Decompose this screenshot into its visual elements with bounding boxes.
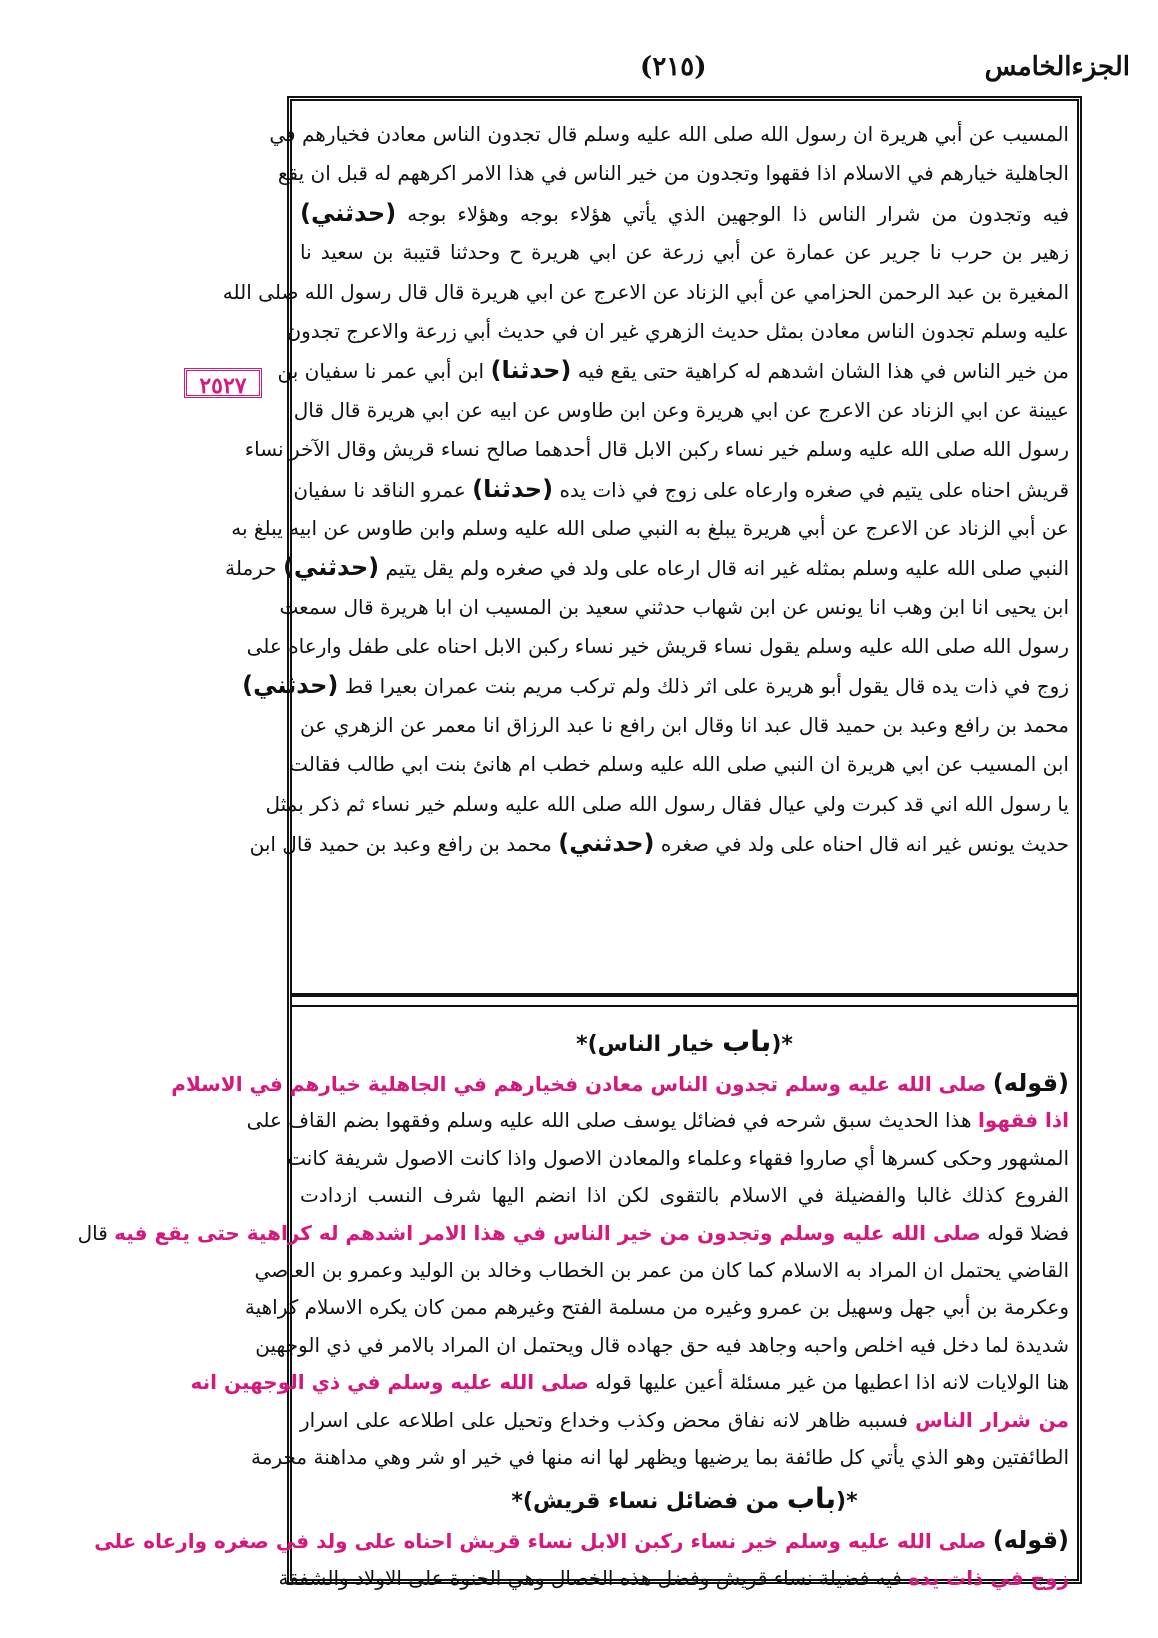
commentary-text: وعكرمة بن أبي جهل وسهيل بن عمرو وغيره من مسلمة الفتح وغيرهم ممن كان يكره الاسلام كراهية	[244, 1295, 1069, 1320]
commentary-line	[190, 1364, 1069, 1401]
highlighted-quote: من شرار الناس	[915, 1407, 1070, 1432]
hadith-line	[246, 627, 1069, 666]
commentary-text: الفروع كذلك غالبا والفضيلة في الاسلام بالتقوى لكن اذا انضم اليها شرف النسب ازدادت	[300, 1183, 1069, 1208]
commentary-line	[246, 1102, 1069, 1139]
hadith-text: ابن أبي عمر نا سفيان بن	[277, 359, 485, 384]
bab-word: باب	[786, 1482, 837, 1516]
highlighted-quote: صلى الله عليه وسلم خير نساء ركبن الابل نساء قريش احناه على ولد في صغره وارعاه على	[94, 1529, 987, 1554]
hadith-text: النبي صلى الله عليه وسلم بمثله غير انه قال ارعاه على ولد في صغره ولم يقل يتيم	[385, 556, 1069, 581]
hadith-line	[222, 273, 1069, 312]
hadith-text: حرملة	[225, 556, 277, 581]
hadith-text: من خير الناس في هذا الشان اشدهم له كراهية حتى يقع فيه	[577, 359, 1069, 384]
hadith-line	[277, 351, 1069, 390]
commentary-text: فضلا قوله	[987, 1220, 1069, 1245]
chapter-title: من فضائل نساء قريش	[532, 1489, 780, 1515]
hadith-text: عليه وسلم تجدون الناس معادن بمثل حديث الزهري غير ان في حديث أبي زرعة والاعرج تجدون	[286, 318, 1069, 343]
hadith-text: زهير بن حرب نا جرير عن عمارة عن أبي زرعة عن ابي هريرة ح وحدثنا قتيبة بن سعيد نا	[300, 240, 1069, 265]
commentary-line	[171, 1065, 1069, 1102]
hadith-text: عن أبي الزناد عن الاعرج عن أبي هريرة يبلغ به النبي صلى الله عليه وسلم وابن طاوس عن ابيه يبلغ به	[231, 515, 1069, 540]
hadith-text: فيه وتجدون من شرار الناس ذا الوجهين الذي يأتي هؤلاء بوجه وهؤلاء بوجه	[407, 201, 1069, 226]
highlighted-quote: اذا فقهوا	[977, 1108, 1069, 1133]
highlighted-quote: صلى الله عليه وسلم تجدون الناس معادن فخيارهم في الجاهلية خيارهم في الاسلام	[171, 1072, 987, 1096]
bab-word: باب	[722, 1025, 772, 1058]
commentary-line	[94, 1522, 1069, 1559]
commentary-line	[278, 1560, 1069, 1597]
commentary-line	[254, 1252, 1069, 1289]
commentary-text: هنا الولايات لانه اذا اعطيها من غير مسئلة أعين عليها قوله	[595, 1370, 1069, 1395]
isnad-keyword: (حدثني)	[282, 553, 380, 582]
hadith-text: قريش احناه على يتيم في صغره وارعاه على زوج في ذات يده	[559, 477, 1069, 502]
hadith-line	[244, 430, 1069, 469]
section-divider	[292, 993, 1077, 1007]
commentary-line	[287, 1140, 1069, 1177]
commentary-line	[251, 1439, 1069, 1476]
hadith-text: عمرو الناقد نا سفيان	[293, 477, 466, 502]
hadith-text: رسول الله صلى الله عليه وسلم يقول نساء قريش خير نساء ركبن الابل احناه على طفل وارعاه على	[246, 634, 1069, 659]
commentary-text: (قوله)	[992, 1526, 1069, 1555]
commentary-text: فيه فضيلة نساء قريش وفضل هذه الخصال وهي الحنوة على الاولاد والشفقة	[278, 1565, 902, 1590]
hadith-text: الجاهلية خيارهم في الاسلام اذا فقهوا وتجدون من خير الناس في هذا الامر اكرههم له قبل ان يقع	[277, 161, 1069, 186]
hadith-line	[265, 785, 1069, 824]
hadith-text: يا رسول الله اني قد كبرت ولي عيال فقال رسول الله صلى الله عليه وسلم خير نساء ثم ذكر بمثل	[265, 791, 1069, 816]
volume-title: الجزءالخامس	[984, 52, 1130, 82]
hadith-line	[286, 312, 1069, 351]
hadith-text: عيينة عن ابي الزناد عن الاعرج عن ابي هريرة وعن ابن طاوس عن ابيه عن ابي هريرة قال قال	[293, 397, 1069, 422]
hadith-text: ابن يحيى انا ابن وهب انا يونس عن ابن شهاب حدثني سعيد بن المسيب ان ابا هريرة قال سمعت	[279, 594, 1069, 619]
hadith-text: المسيب عن أبي هريرة ان رسول الله صلى الله عليه وسلم قال تجدون الناس معادن فخيارهم في	[269, 122, 1069, 146]
hadith-line	[300, 194, 1069, 233]
commentary-line	[255, 1327, 1069, 1364]
hadith-text: محمد بن رافع وعبد بن حميد قال عبد انا وقال ابن رافع نا عبد الرزاق انا معمر عن الزهري عن	[300, 712, 1069, 737]
page-number: (٢١٥)	[640, 52, 707, 82]
commentary-text: هذا الحديث سبق شرحه في فضائل يوسف صلى الله عليه وسلم وفقهوا بضم القاف على	[246, 1108, 972, 1133]
commentary-line	[300, 1177, 1069, 1214]
commentary-line	[300, 1402, 1069, 1439]
hadith-text: المغيرة بن عبد الرحمن الحزامي عن أبي الزناد عن الاعرج عن ابي هريرة قال قال رسول الله صلى الله	[222, 279, 1069, 304]
hadith-line	[300, 706, 1069, 745]
hadith-line	[277, 154, 1069, 193]
hadith-line	[231, 509, 1069, 548]
hadith-text: محمد بن رافع وعبد بن حميد قال ابن	[249, 832, 552, 857]
hadith-text: حديث يونس غير انه قال احناه على ولد في صغره	[660, 832, 1069, 857]
highlighted-quote: صلى الله عليه وسلم في ذي الوجهين انه	[190, 1370, 589, 1395]
commentary-block-1	[77, 1065, 1070, 1476]
hadith-number-badge: ٢٥٢٧	[184, 368, 262, 398]
isnad-keyword: (حدثني)	[300, 198, 397, 227]
isnad-keyword: (حدثنا)	[490, 356, 572, 385]
hadith-line	[293, 391, 1069, 430]
commentary-line	[77, 1215, 1069, 1252]
commentary-text: القاضي يحتمل ان المراد به الاسلام كما كان من عمر بن الخطاب وخالد بن الوليد وعمرو بن العاصي	[254, 1257, 1069, 1282]
isnad-keyword: (حدثني)	[242, 671, 339, 700]
commentary-panel	[77, 1019, 1070, 1590]
commentary-text: قال	[77, 1220, 108, 1245]
hadith-line	[225, 548, 1069, 587]
hadith-line	[269, 115, 1069, 154]
chapter-title: خيار الناس	[597, 1032, 715, 1057]
hadith-text: ابن المسيب عن ابي هريرة ان النبي صلى الله عليه وسلم خطب ام هانئ بنت ابي طالب فقالت	[289, 752, 1069, 777]
hadith-line	[279, 588, 1069, 627]
hadith-line	[242, 666, 1069, 705]
page-header	[290, 44, 1130, 96]
commentary-line	[244, 1289, 1069, 1326]
hadith-line	[249, 824, 1069, 863]
hadith-text: زوج في ذات يده قال يقول أبو هريرة على اثر ذلك ولم تركب مريم بنت عمران بعيرا قط	[344, 674, 1069, 699]
isnad-keyword: (حدثنا)	[472, 474, 554, 503]
hadith-line	[300, 233, 1069, 272]
chapter-heading-1: *(باب خيار الناس)*	[576, 1025, 793, 1058]
chapter-heading-2: *(باب من فضائل نساء قريش)*	[511, 1482, 858, 1516]
hadith-line	[289, 745, 1069, 784]
commentary-text: الطائفتين وهو الذي يأتي كل طائفة بما يرضيها ويظهر لها انه منها في خير او شر وهي مداهنة محرمة	[251, 1444, 1069, 1469]
isnad-keyword: (حدثني)	[558, 829, 655, 858]
hadith-line	[293, 470, 1069, 509]
commentary-block-2	[94, 1522, 1069, 1597]
highlighted-quote: زوج في ذات يده	[908, 1565, 1069, 1590]
commentary-text: المشهور وحكى كسرها أي صاروا فقهاء وعلماء والمعادن الاصول واذا كانت الاصول شريفة كانت	[287, 1145, 1069, 1170]
commentary-text: فسببه ظاهر لانه نفاق محض وكذب وخداع وتحيل على اطلاعه على اسرار	[300, 1407, 908, 1432]
hadith-text: رسول الله صلى الله عليه وسلم خير نساء ركبن الابل قال أحدهما صالح نساء قريش وقال الآخر نساء	[244, 437, 1069, 462]
commentary-text: (قوله)	[992, 1069, 1069, 1097]
commentary-text: شديدة لما دخل فيه اخلص واحبه وجاهد فيه حق جهاده قال ويحتمل ان المراد بالامر في ذي الوجهين	[255, 1332, 1069, 1357]
highlighted-quote: صلى الله عليه وسلم وتجدون من خير الناس في هذا الامر اشدهم له كراهية حتى يقع فيه	[114, 1220, 981, 1245]
